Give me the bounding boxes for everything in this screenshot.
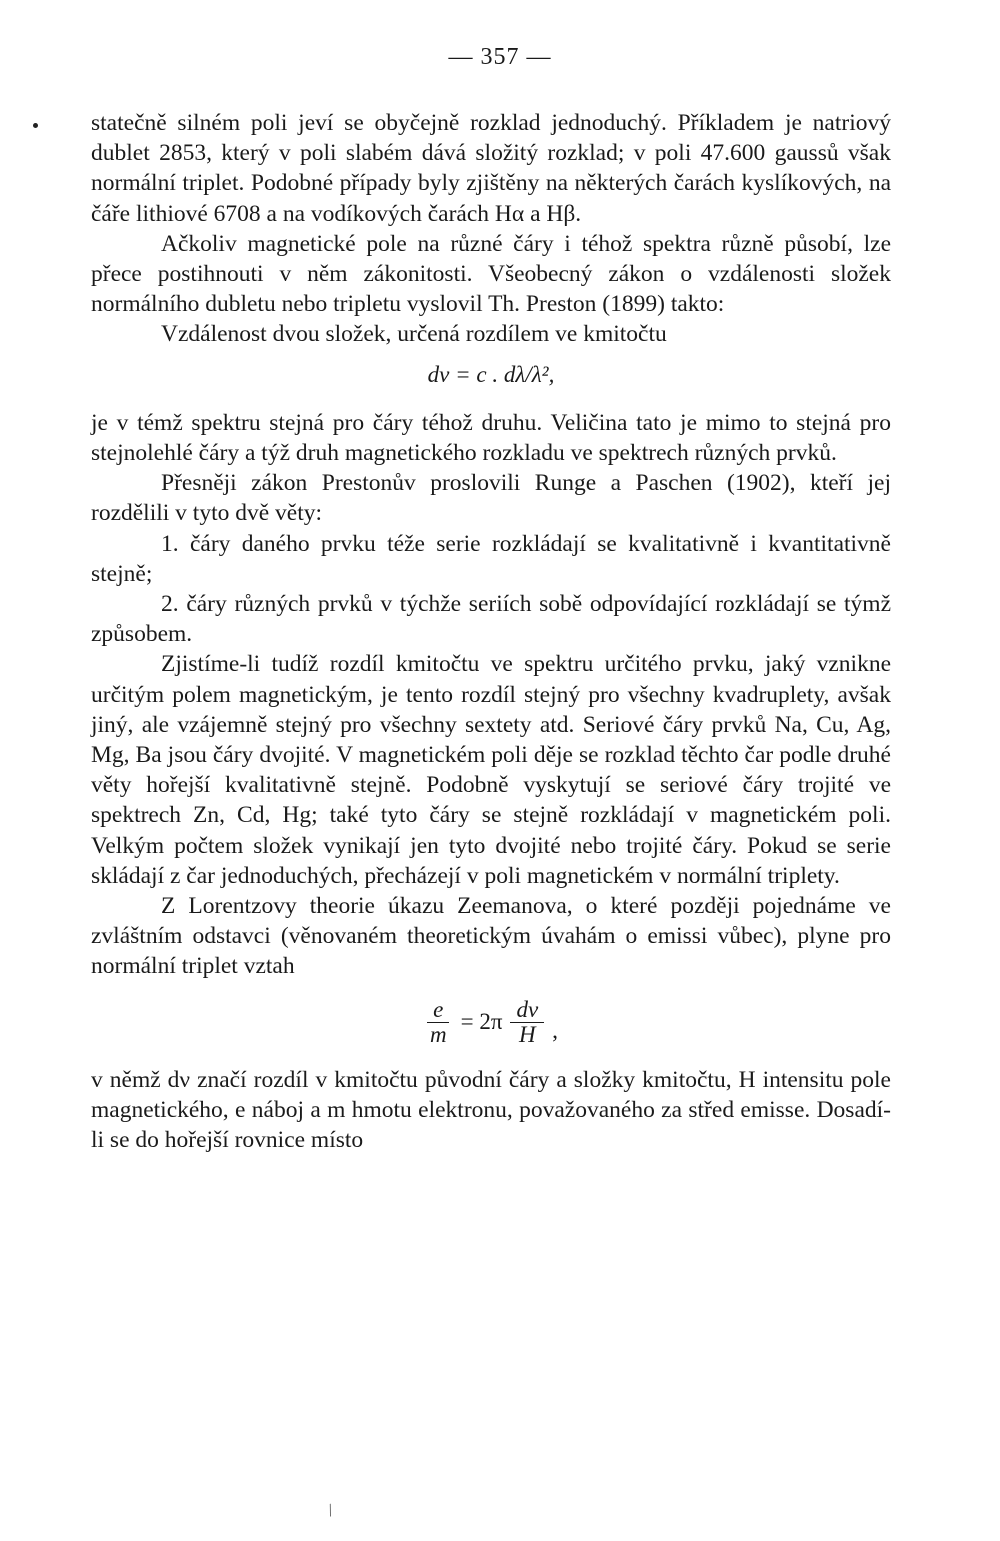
lorentz-equation <box>91 998 891 1047</box>
paragraph-4: je v témž spektru stejná pro čáry téhož druhu. Veličina tato je mimo to stejná pro stejnolehlé čáry a týž druh magnetického rozkladu ve spektrech různých prvků. <box>91 409 891 467</box>
stray-mark: / <box>324 1499 337 1521</box>
fraction-denominator: H <box>518 1021 536 1047</box>
preston-equation: dν = c . dλ/λ², <box>427 361 555 387</box>
paragraph-3: Vzdálenost dvou složek, určená rozdílem ve kmitočtu <box>161 321 667 348</box>
paragraph-5: Přesněji zákon Prestonův proslovili Runge a Paschen (1902), kteří jej rozdělili v tyto dvě věty: <box>91 470 891 527</box>
page-body <box>91 108 891 1155</box>
paragraph-1: statečně silném poli jeví se obyčejně rozklad jednoduchý. Příkladem je natriový dublet 2853, který v poli slabém dává složitý rozklad; v poli 47.600 gaussů však normální triplet. Podobné případy byly zjištěny na některých čarách kyslíkových, na čáře lithiové 6708 a na vodíkových čarách Hα a Hβ. <box>91 110 891 227</box>
equation-middle: = 2π <box>460 1009 503 1035</box>
paragraph-2: Ačkoliv magnetické pole na různé čáry i téhož spektra různě působí, lze přece postihnouti v něm zákonitosti. Všeobecný zákon o vzdálenosti složek normálního dubletu nebo tripletu vyslovil Th. Preston (1899) takto: <box>91 230 891 318</box>
fraction-numerator: e <box>427 998 449 1023</box>
rule-1: 1. čáry daného prvku téže serie rozkládají se kvalitativně i kvantitativně stejně; <box>91 530 891 587</box>
fraction-denominator: m <box>429 1021 447 1047</box>
equation-comma: , <box>552 1017 559 1044</box>
paragraph-7: Z Lorentzovy theorie úkazu Zeemanova, o které později pojednáme ve zvláštním odstavci (věnovaném theoretickým úvahám o emissi vůbec), plyne pro normální triplet vztah <box>91 893 891 980</box>
rule-2: 2. čáry různých prvků v týchže seriích sobě odpovídající rozkládají se týmž způsobem. <box>91 591 891 648</box>
page-number: — 357 — <box>448 44 552 70</box>
paragraph-6: Zjistíme-li tudíž rozdíl kmitočtu ve spektru určitého prvku, jaký vznikne určitým polem magnetickým, je tento rozdíl stejný pro všechny kvadruplety, avšak jiný, ale vzájemně stejný pro všechny sextety atd. Seriové čáry prvků Na, Cu, Ag, Mg, Ba jsou čáry dvojité. V magnetickém poli děje se rozklad těchto čar podle druhé věty hořejší kvalitativně stejně. Podobně vyskytují se seriové čáry trojité ve spektrech Zn, Cd, Hg; také tyto čáry se stejně rozkládají v magnetickém poli. Velkým počtem složek vynikají jen tyto dvojité nebo trojité čáry. Pokud se serie skládají z čar jednoduchých, přecházejí v poli magnetickém v normální triplety. <box>91 651 891 889</box>
paragraph-8: v němž dν značí rozdíl v kmitočtu původní čáry a složky kmitočtu, H intensitu pole magnetického, e náboj a m hmotu elektronu, považovaného za střed emisse. Dosadí-li se do hořejší rovnice místo <box>91 1066 891 1154</box>
fraction-e-over-m <box>424 998 453 1047</box>
fraction-dv-over-h <box>510 998 544 1047</box>
stray-dot <box>33 123 38 128</box>
fraction-numerator: dν <box>510 998 544 1023</box>
